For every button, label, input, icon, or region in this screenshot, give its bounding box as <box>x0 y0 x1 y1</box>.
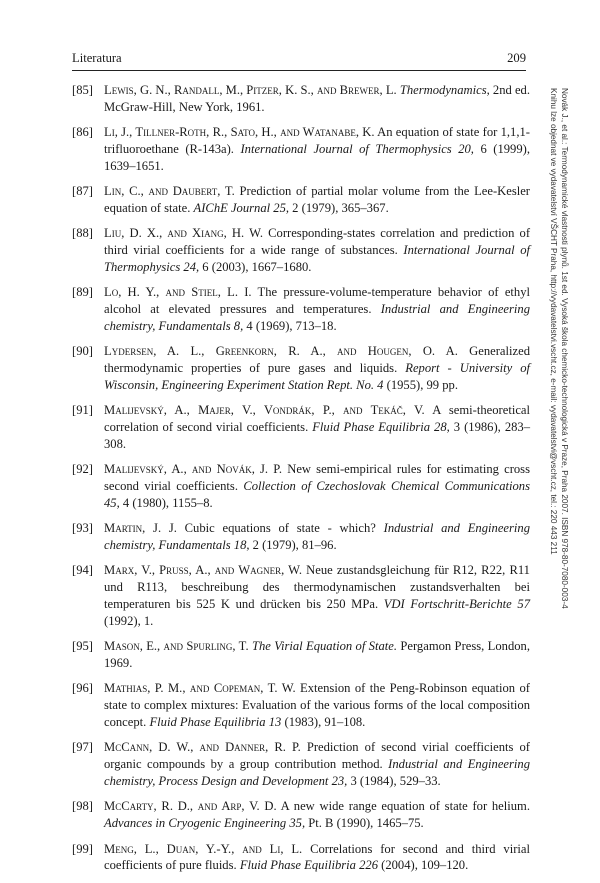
reference-source: Industrial and Engineering chemistry, Fundamentals 8, <box>104 302 531 333</box>
reference-authors: Mathias, P. M., and Copeman, T. W. <box>104 681 296 696</box>
reference-item <box>72 520 530 554</box>
reference-source: Advances in Cryogenic Engineering 35, <box>104 816 306 831</box>
reference-number: [93] <box>72 521 93 536</box>
side-note <box>548 88 570 609</box>
reference-text: A semi-theoretical correlation of second virial coefficients. <box>104 403 530 435</box>
reference-details: (1992), 1. <box>104 613 154 628</box>
reference-text: A new wide range equation of state for helium. <box>276 799 530 814</box>
reference-source: Fluid Phase Equilibria 13 <box>149 715 282 730</box>
reference-details: 2nd ed. McGraw-Hill, New York, 1961. <box>104 83 530 114</box>
reference-authors: Lo, H. Y., and Stiel, L. I. <box>104 285 252 300</box>
reference-details: 4 (1980), 1155–8. <box>119 495 213 510</box>
reference-source: Thermodynamics, <box>399 83 490 97</box>
reference-source: Fluid Phase Equilibria 226 <box>239 858 378 873</box>
reference-authors: Liu, D. X., and Xiang, H. W. <box>104 226 263 241</box>
reference-item <box>72 343 530 393</box>
reference-text: Neue zustandsgleichung für R12, R22, R11 und R113, beschreibung des thermodynamischen zustandsverhalten bei temperaturen bis 525 K und drücken bis 250 MPa. <box>104 563 530 612</box>
reference-text: Prediction of second virial coefficients of organic compounds by a group contribution method. <box>104 740 530 772</box>
reference-source: International Journal of Thermophysics 24, <box>104 243 530 274</box>
reference-item <box>72 402 530 452</box>
reference-authors: Malijevský, A., and Novák, J. P. <box>104 462 283 477</box>
reference-number: [96] <box>72 681 93 696</box>
reference-item <box>72 680 530 730</box>
reference-text: Prediction of partial molar volume from the Lee-Kesler equation of state. <box>104 184 531 215</box>
reference-authors: Lewis, G. N., Randall, M., Pitzer, K. S., and Brewer, L. <box>104 83 397 97</box>
reference-item <box>72 739 530 789</box>
reference-authors: Lydersen, A. L., Greenkorn, R. A., and Hougen, O. A. <box>104 344 458 359</box>
reference-details: 2 (1979), 365–367. <box>289 200 389 215</box>
reference-number: [88] <box>72 226 93 241</box>
reference-item <box>72 798 530 832</box>
reference-source: Report - University of Wisconsin, Engineering Experiment Station Rept. No. 4 <box>104 361 531 392</box>
reference-number: [95] <box>72 639 93 654</box>
reference-source: The Virial Equation of State. <box>251 639 398 654</box>
reference-number: [98] <box>72 799 93 814</box>
reference-item <box>72 638 530 672</box>
reference-text: Cubic equations of state - which? <box>176 521 384 536</box>
reference-item <box>72 841 530 875</box>
reference-text: Generalized thermodynamic properties of pure gases and liquids. <box>104 344 530 376</box>
reference-number: [87] <box>72 184 93 199</box>
reference-number: [91] <box>72 403 93 418</box>
reference-source: Collection of Czechoslovak Chemical Communications 45, <box>104 479 530 510</box>
reference-source: International Journal of Thermophysics 20, <box>240 141 474 156</box>
reference-number: [89] <box>72 285 93 300</box>
reference-details: 2 (1979), 81–96. <box>249 538 337 553</box>
reference-text: Correlations for second and third virial coefficients of pure fluids. <box>104 841 530 873</box>
reference-authors: Marx, V., Pruss, A., and Wagner, W. <box>104 563 303 578</box>
reference-details: 4 (1969), 713–18. <box>243 318 337 333</box>
reference-item <box>72 124 530 174</box>
reference-authors: Li, J., Tillner-Roth, R., Sato, H., and Watanabe, K. <box>104 125 375 140</box>
reference-number: [92] <box>72 462 93 477</box>
reference-text: An equation of state for 1,1,1-trifluoroethane (R-143a). <box>104 125 530 156</box>
reference-details: Pt. B (1990), 1465–75. <box>305 816 424 831</box>
reference-item <box>72 562 530 629</box>
running-title: Literatura <box>72 51 122 65</box>
reference-authors: Lin, C., and Daubert, T. <box>104 184 235 199</box>
reference-text: Corresponding-states correlation and prediction of third virial coefficients for a wide range of substances. <box>104 226 531 258</box>
reference-source: AIChE Journal 25, <box>193 200 290 215</box>
reference-item <box>72 284 530 334</box>
page-header <box>72 51 526 66</box>
reference-item <box>72 82 530 116</box>
reference-details: (1955), 99 pp. <box>383 377 458 392</box>
reference-authors: Malijevský, A., Majer, V., Vondrák, P., and Tekáč, V. <box>104 403 425 418</box>
reference-authors: McCarty, R. D., and Arp, V. D. <box>104 799 277 814</box>
side-note-line-2: Knihu lze objednat ve vydavatelství VŠCHT Praha, http://vydavatelstvi.vscht.cz, e-mail: vydavatelstvi@vscht.cz, tel.: 220 443 211 <box>549 88 558 555</box>
reference-list <box>72 82 530 883</box>
reference-source: VDI Fortschritt-Berichte 57 <box>383 597 530 612</box>
reference-details: 6 (2003), 1667–1680. <box>199 259 312 274</box>
header-rule <box>72 70 526 71</box>
reference-item <box>72 461 530 511</box>
reference-authors: Martin, J. J. <box>104 521 177 536</box>
page-number: 209 <box>507 51 526 65</box>
reference-details: 3 (1984), 529–33. <box>347 774 441 789</box>
reference-number: [99] <box>72 841 93 856</box>
reference-details: (2004), 109–120. <box>378 858 469 873</box>
reference-source: Industrial and Engineering chemistry, Process Design and Development 23, <box>104 757 530 789</box>
reference-source: Fluid Phase Equilibria 28, <box>312 420 450 435</box>
reference-text: Extension of the Peng-Robinson equation of state to complex mixtures: Evaluation of the various forms of the local composition concept. <box>104 681 530 730</box>
side-note-line-1: Novák J., et al.: Termodynamické vlastnosti plynů. 1st ed. Vysoká škola chemicko-technologická v Praze, Praha 2007. ISBN 978-80-7080-003-4 <box>560 88 569 609</box>
reference-item <box>72 183 530 217</box>
reference-number: [85] <box>72 83 93 97</box>
reference-details: Pergamon Press, London, 1969. <box>104 639 530 671</box>
reference-details: (1983), 91–108. <box>281 715 366 730</box>
reference-item <box>72 225 530 275</box>
reference-number: [97] <box>72 740 93 755</box>
reference-number: [86] <box>72 125 93 140</box>
reference-source: Industrial and Engineering chemistry, Fundamentals 18, <box>104 521 530 553</box>
reference-authors: Meng, L., Duan, Y.-Y., and Li, L. <box>104 841 303 856</box>
reference-details: 3 (1986), 283–308. <box>104 420 531 451</box>
reference-number: [90] <box>72 344 93 359</box>
reference-text: The pressure-volume-temperature behavior of ethyl alcohol at elevated pressures and temperatures. <box>104 285 530 317</box>
reference-details: 6 (1999), 1639–1651. <box>104 141 530 173</box>
reference-authors: Mason, E., and Spurling, T. <box>104 639 249 654</box>
reference-number: [94] <box>72 563 93 578</box>
reference-authors: McCann, D. W., and Danner, R. P. <box>104 740 301 755</box>
reference-text: New semi-empirical rules for estimating cross second virial coefficients. <box>104 462 530 494</box>
